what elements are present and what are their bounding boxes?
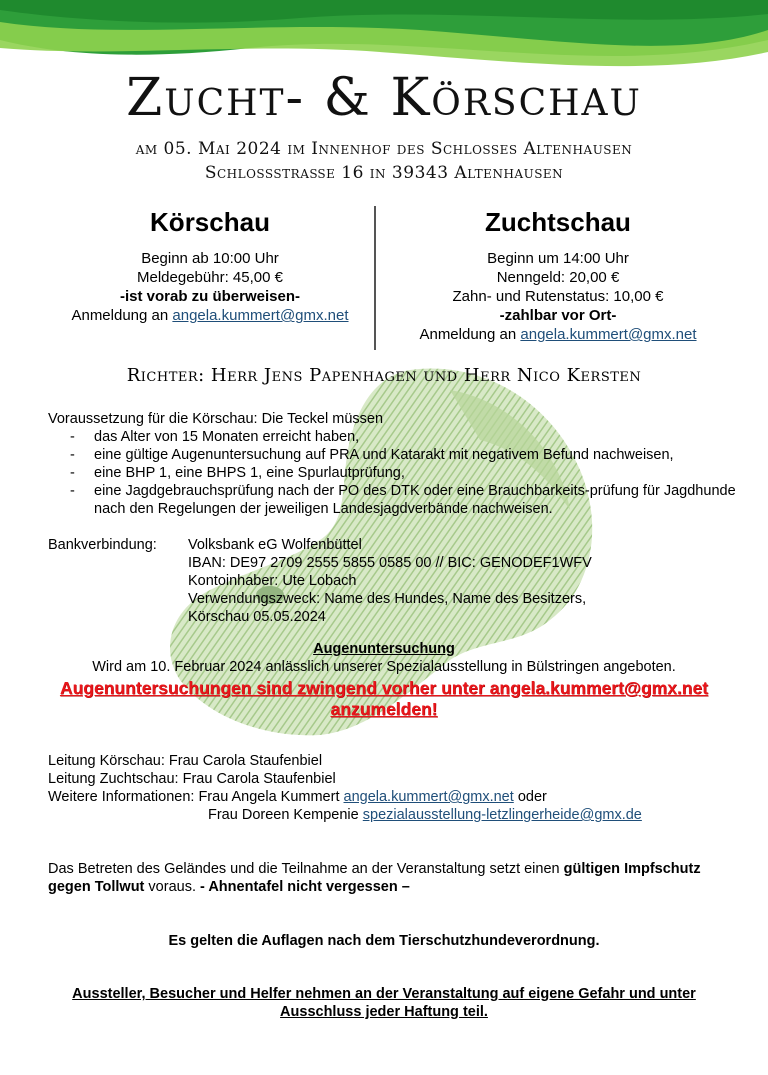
info-contact-line2 bbox=[48, 806, 748, 824]
requirement-text: eine gültige Augenuntersuchung auf PRA und Katarakt mit negativem Befund nachweisen, bbox=[94, 447, 674, 463]
eye-exam-warning bbox=[20, 678, 748, 720]
zuchtschau-payment-note: -zahlbar vor Ort- bbox=[499, 307, 617, 324]
koerschau-start: Beginn ab 10:00 Uhr bbox=[141, 250, 279, 267]
koerschau-registration bbox=[40, 306, 380, 325]
koerschau-lead: Leitung Körschau: Frau Carola Staufenbiel bbox=[48, 753, 323, 769]
event-title: Zucht- & Körschau bbox=[126, 68, 642, 128]
zuchtschau-registration-label: Anmeldung an bbox=[419, 326, 517, 343]
requirements-list bbox=[48, 428, 738, 518]
eye-exam-section bbox=[30, 640, 738, 676]
koerschau-registration-label: Anmeldung an bbox=[71, 307, 169, 324]
bank-purpose: Verwendungszweck: Name des Hundes, Name des Besitzers, bbox=[188, 591, 587, 607]
zuchtschau-email-link[interactable]: angela.kummert@gmx.net bbox=[520, 326, 697, 343]
contacts-section bbox=[48, 752, 748, 824]
bank-name: Volksbank eG Wolfenbüttel bbox=[188, 537, 362, 553]
event-date-location: am 05. Mai 2024 im Innenhof des Schlosses Altenhausen bbox=[135, 139, 633, 159]
zuchtschau-fee: Nenngeld: 20,00 € bbox=[496, 269, 620, 286]
column-divider bbox=[374, 206, 376, 350]
notice-part2: gültigen bbox=[563, 861, 621, 877]
info-email-link-2[interactable]: spezialausstellung-letzlingerheide@gmx.de bbox=[362, 807, 642, 823]
list-item: - eine Jagdgebrauchsprüfung nach der PO des DTK oder eine Brauchbarkeits-prüfung für Jagdhunde nach den Regelungen der jeweiligen Landesjagdverbände nachweisen. bbox=[70, 483, 736, 517]
info-prefix: Weitere Informationen: Frau Angela Kummert bbox=[48, 789, 340, 805]
event-address: Schlossstraße 16 in 39343 Altenhausen bbox=[204, 163, 564, 183]
info-email-link-1[interactable]: angela.kummert@gmx.net bbox=[343, 789, 514, 805]
koerschau-email-link[interactable]: angela.kummert@gmx.net bbox=[172, 307, 349, 324]
zuchtschau-column bbox=[378, 207, 738, 344]
bank-account-holder: Kontoinhaber: Ute Lobach bbox=[188, 573, 357, 589]
notice-part5: - Ahnentafel nicht vergessen – bbox=[200, 879, 410, 895]
zuchtschau-status-fee: Zahn- und Rutenstatus: 10,00 € bbox=[452, 288, 664, 305]
notice-part3: Impfschutz gegen Tollwut bbox=[48, 861, 701, 895]
requirements-intro: Voraussetzung für die Körschau: Die Teckel müssen bbox=[48, 411, 384, 427]
bank-label: Bankverbindung: bbox=[48, 537, 157, 553]
eye-exam-warning-line1: Augenuntersuchungen sind zwingend vorher unter angela.kummert@gmx.net bbox=[59, 678, 709, 698]
rabies-notice bbox=[48, 860, 708, 896]
requirements-section bbox=[48, 410, 738, 518]
list-item: - eine gültige Augenuntersuchung auf PRA und Katarakt mit negativem Befund nachweisen, bbox=[70, 447, 674, 463]
info-or: oder bbox=[517, 789, 547, 805]
info-second-name: Frau Doreen Kempenie bbox=[208, 807, 359, 823]
list-item: - eine BHP 1, eine BHPS 1, eine Spurlautprüfung, bbox=[70, 465, 405, 481]
notice-part1: Das Betreten des Geländes und die Teilnahme an der Veranstaltung setzt einen bbox=[48, 861, 560, 877]
bank-lines bbox=[188, 536, 592, 626]
requirement-text: das Alter von 15 Monaten erreicht haben, bbox=[94, 429, 360, 445]
zuchtschau-registration bbox=[378, 325, 738, 344]
disclaimer-line1: Aussteller, Besucher und Helfer nehmen an der Veranstaltung auf eigene Gefahr und unter bbox=[72, 986, 696, 1002]
zuchtschau-heading: Zuchtschau bbox=[485, 207, 631, 237]
judges-line: Richter: Herr Jens Papenhagen und Herr Nico Kersten bbox=[126, 365, 642, 386]
disclaimer-line2: Ausschluss jeder Haftung teil. bbox=[280, 1004, 488, 1020]
eye-exam-warning-line2: anzumelden! bbox=[330, 699, 438, 719]
bank-iban: IBAN: DE97 2709 2555 5855 0585 00 // BIC: GENODEF1WFV bbox=[188, 555, 592, 571]
koerschau-payment-note: -ist vorab zu überweisen- bbox=[119, 288, 301, 305]
koerschau-column bbox=[40, 207, 380, 325]
eye-exam-heading: Augenuntersuchung bbox=[313, 641, 455, 657]
zuchtschau-start: Beginn um 14:00 Uhr bbox=[487, 250, 629, 267]
koerschau-heading: Körschau bbox=[150, 207, 270, 237]
regulation-note: Es gelten die Auflagen nach dem Tierschutzhundeverordnung. bbox=[168, 933, 600, 949]
bank-details bbox=[48, 536, 738, 626]
requirement-text: eine Jagdgebrauchsprüfung nach der PO des DTK oder eine Brauchbarkeits-prüfung für Jagdhunde nach den Regelungen der jeweiligen Landesjagdverbände nachweisen. bbox=[94, 483, 736, 517]
liability-disclaimer bbox=[20, 985, 748, 1021]
koerschau-fee: Meldegebühr: 45,00 € bbox=[137, 269, 283, 286]
list-item: - das Alter von 15 Monaten erreicht haben, bbox=[70, 429, 360, 445]
bank-purpose-cont: Körschau 05.05.2024 bbox=[188, 609, 326, 625]
zuchtschau-lead: Leitung Zuchtschau: Frau Carola Staufenbiel bbox=[48, 771, 336, 787]
requirement-text: eine BHP 1, eine BHPS 1, eine Spurlautprüfung, bbox=[94, 465, 405, 481]
info-contact-line1 bbox=[48, 788, 748, 806]
notice-part4: voraus. bbox=[148, 879, 196, 895]
eye-exam-text: Wird am 10. Februar 2024 anlässlich unserer Spezialausstellung in Bülstringen angeboten. bbox=[92, 659, 676, 675]
